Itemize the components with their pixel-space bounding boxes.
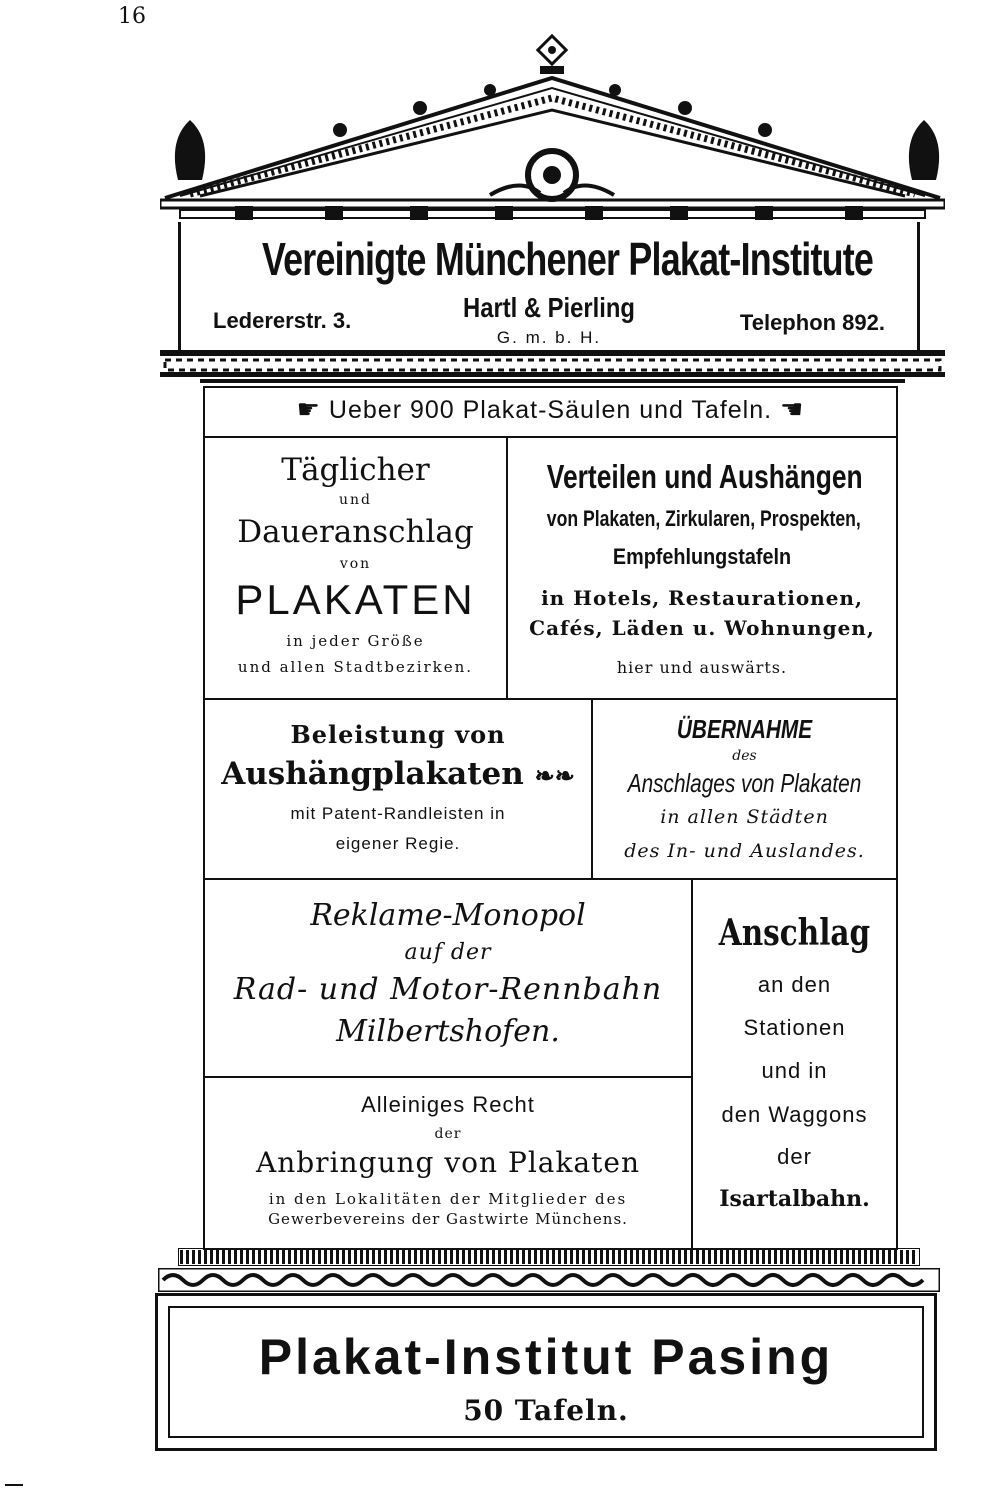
pasing-title: Plakat-Institut Pasing xyxy=(258,1329,834,1385)
monopoly-line1: Reklame-Monopol xyxy=(310,898,586,933)
margin-mark xyxy=(5,1484,23,1486)
isartal-box xyxy=(693,880,896,1250)
monopoly-line3: Rad- und Motor-Rennbahn xyxy=(233,972,663,1007)
framing-line2-row xyxy=(205,756,591,792)
exclusive-line4: in den Lokalitäten der Mitglieder des xyxy=(268,1190,628,1208)
daily-line2: und xyxy=(339,492,372,508)
telephone: Telephon 892. xyxy=(739,310,885,335)
daily-line1: Täglicher xyxy=(281,452,430,488)
framing-line2: Aushängplakaten xyxy=(221,756,524,792)
exclusive-line5: Gewerbevereins der Gastwirte Münchens. xyxy=(268,1210,628,1228)
exclusive-line2: der xyxy=(434,1126,462,1142)
distribute-line1: Verteilen und Aushängen xyxy=(546,458,863,495)
takeover-box xyxy=(593,700,896,878)
isartal-line1: Anschlag xyxy=(718,912,871,954)
monopoly-box xyxy=(205,880,691,1076)
takeover-line2: des xyxy=(732,748,757,764)
distribute-line5: Cafés, Läden u. Wohnungen, xyxy=(529,616,875,640)
isartal-line2: an den xyxy=(757,972,832,997)
pediment-ornament xyxy=(160,30,945,225)
exclusive-line3: Anbringung von Plakaten xyxy=(256,1146,640,1179)
firm-suffix: G. m. b. H. xyxy=(496,328,602,347)
page-number: 16 xyxy=(118,4,146,29)
main-advertisement-box xyxy=(203,386,898,1250)
isartal-line3: Stationen xyxy=(743,1015,846,1040)
takeover-line3: Anschlages von Plakaten xyxy=(627,768,862,798)
daily-line5: PLAKATEN xyxy=(235,576,476,623)
isartal-line7: Isartalbahn. xyxy=(719,1186,870,1212)
takeover-line1: ÜBERNAHME xyxy=(676,714,813,744)
pasing-institute-box xyxy=(155,1293,937,1451)
isartal-line4: und in xyxy=(761,1058,828,1083)
framing-box xyxy=(205,700,591,878)
daily-posting-box xyxy=(205,436,506,698)
street-address: Ledererstr. 3. xyxy=(213,308,352,333)
takeover-line4: in allen Städten xyxy=(660,806,829,828)
pointing-hand-right-icon: ☚ xyxy=(780,394,805,424)
title-box xyxy=(178,222,920,350)
firm-name: Hartl & Pierling xyxy=(463,292,635,323)
framing-line3: mit Patent-Randleisten in xyxy=(290,804,506,823)
distribute-line6: hier und auswärts. xyxy=(616,658,788,677)
distribute-line4: in Hotels, Restaurationen, xyxy=(541,586,863,610)
isartal-line5: den Waggons xyxy=(721,1102,868,1127)
distribute-line2: von Plakaten, Zirkularen, Prospekten, xyxy=(546,506,861,531)
daily-line3: Daueranschlag xyxy=(237,514,474,550)
exclusive-line1: Alleiniges Recht xyxy=(361,1092,535,1117)
pasing-subtitle: 50 Tafeln. xyxy=(463,1394,629,1427)
framing-line4: eigener Regie. xyxy=(335,834,461,853)
base-scroll-band xyxy=(158,1268,940,1292)
takeover-line5: des In- und Auslandes. xyxy=(624,840,865,862)
cornice-ornament xyxy=(160,348,945,386)
company-title: Vereinigte Münchener Plakat-Institute xyxy=(261,233,874,285)
exclusive-right-box xyxy=(205,1078,691,1248)
leaf-ornament-icon: ❧❧ xyxy=(534,761,575,790)
distribute-line3: Empfehlungstafeln xyxy=(612,544,792,569)
framing-line1: Beleistung von xyxy=(290,720,506,749)
monopoly-line4: Milbertshofen. xyxy=(336,1014,560,1049)
base-dentil-band xyxy=(178,1248,920,1266)
daily-line4: von xyxy=(339,556,372,572)
pointing-hand-left-icon: ☛ xyxy=(296,394,321,424)
banner-text: Ueber 900 Plakat-Säulen und Tafeln. xyxy=(328,396,773,424)
monopoly-line2: auf der xyxy=(404,940,492,965)
banner xyxy=(205,394,896,425)
distribution-box xyxy=(508,436,896,698)
daily-line6: in jeder Größe xyxy=(286,632,425,650)
daily-line7: und allen Stadtbezirken. xyxy=(237,658,474,676)
isartal-line6: der xyxy=(777,1144,812,1169)
